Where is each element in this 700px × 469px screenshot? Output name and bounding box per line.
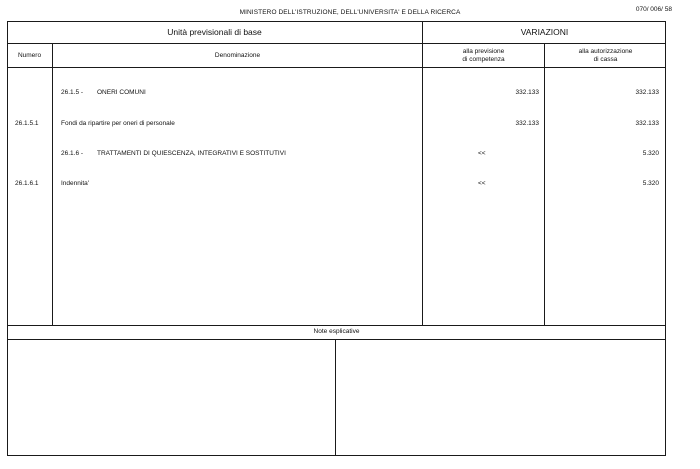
page-code: 070/ 006/ 58 (635, 6, 672, 13)
row-cassa: 5.320 (642, 180, 659, 187)
row-competenza: 332.133 (515, 120, 539, 127)
column-header-competenza-line2: di competenza (462, 56, 505, 63)
column-header-numero: Numero (17, 52, 42, 59)
column-header-cassa-line2: di cassa (593, 56, 618, 63)
divider-numero (52, 43, 53, 325)
group-header-variazioni: VARIAZIONI (520, 27, 569, 37)
row-cassa: 5.320 (642, 150, 659, 157)
row-cassa: 332.133 (635, 89, 659, 96)
row-code: 26.1.5 - (61, 89, 84, 96)
ministry-title: MINISTERO DELL'ISTRUZIONE, DELL'UNIVERSITA' E DELLA RICERCA (239, 9, 461, 16)
row-numero: 26.1.5.1 (15, 120, 39, 127)
column-header-competenza-line1: alla previsione (462, 48, 505, 55)
column-header-denominazione: Denominazione (214, 52, 261, 59)
notes-title: Note esplicative (313, 328, 360, 335)
notes-right-box (336, 340, 665, 455)
notes-left-box (8, 340, 335, 455)
divider-variazioni (422, 21, 423, 325)
row-competenza: 332.133 (515, 89, 539, 96)
divider-column-header (7, 67, 666, 68)
row-denominazione: TRATTAMENTI DI QUIESCENZA, INTEGRATIVI E SOSTITUTIVI (97, 150, 286, 157)
row-competenza: << (478, 150, 486, 157)
row-competenza: << (478, 180, 486, 187)
row-denominazione: Indennita' (61, 180, 89, 187)
column-header-cassa-line1: alla autorizzazione (578, 48, 633, 55)
row-denominazione: Fondi da ripartire per oneri di personale (61, 120, 175, 127)
row-denominazione: ONERI COMUNI (97, 89, 146, 96)
row-code: 26.1.6 - (61, 150, 84, 157)
divider-notes-top (7, 325, 666, 326)
row-numero: 26.1.6.1 (15, 180, 39, 187)
group-header-base-units: Unità previsionali di base (167, 27, 262, 37)
divider-group-header (7, 43, 666, 44)
row-cassa: 332.133 (635, 120, 659, 127)
